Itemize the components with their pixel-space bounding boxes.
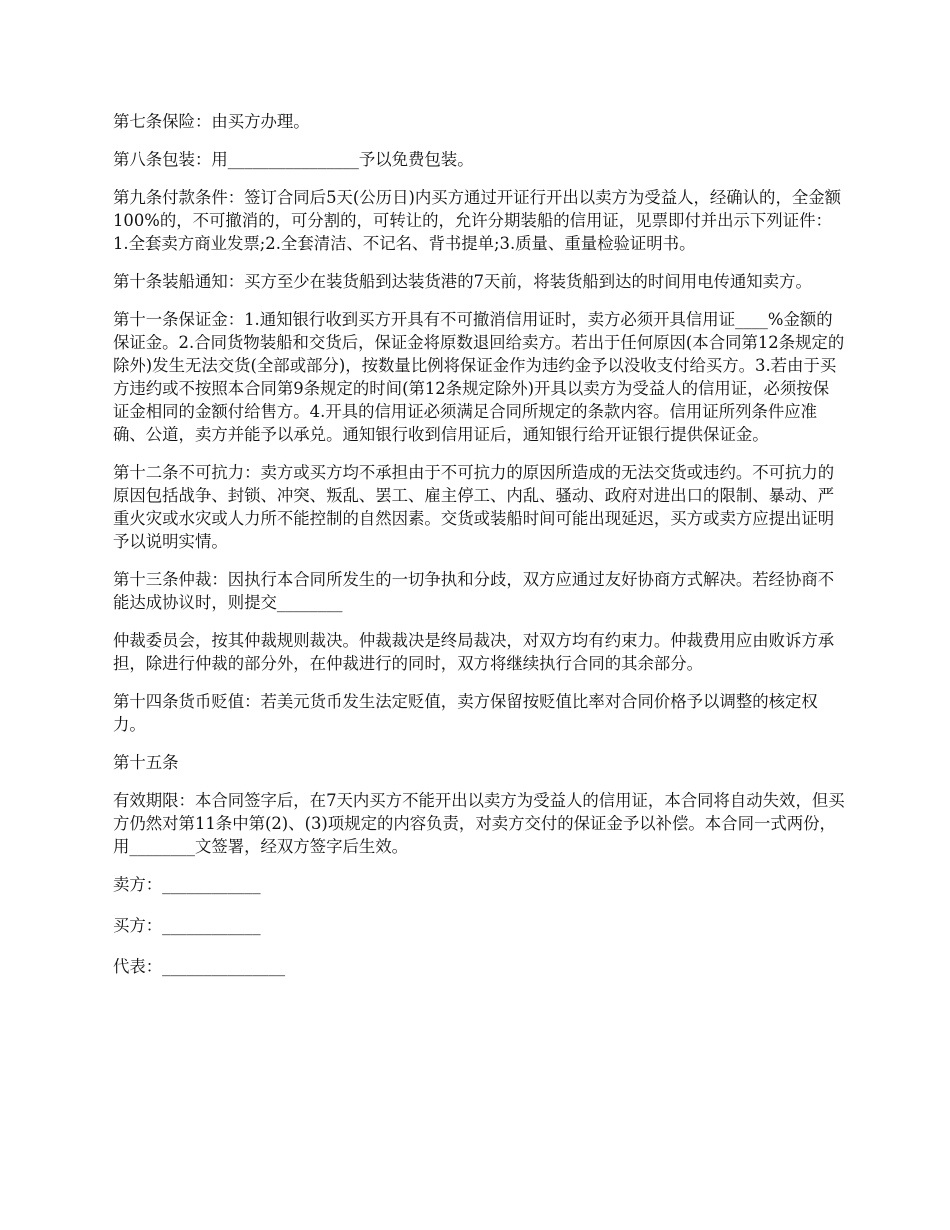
clause-13-arbitration-continued: 仲裁委员会，按其仲裁规则裁决。仲裁裁决是终局裁决，对双方均有约束力。仲裁费用应由败诉方承担，除进行仲裁的部分外，在仲裁进行的同时，双方将继续执行合同的其余部分。 (113, 631, 835, 673)
clause-9-payment-terms: 第九条付款条件：签订合同后5天(公历日)内买方通过开证行开出以卖方为受益人，经确认的，全金额100%的，不可撤消的，可分割的，可转让的，允许分期装船的信用证，见票即付并出示下列证件：1.全套卖方商业发票;2.全套清洁、不记名、背书提单;3.质量、重量检验证明书。 (113, 188, 842, 253)
document-page (113, 110, 845, 996)
representative-signature-line: 代表：_______________ (113, 957, 286, 976)
clause-13-arbitration: 第十三条仲裁：因执行本合同所发生的一切争执和分歧，双方应通过友好协商方式解决。若经协商不能达成协议时，则提交________ (113, 570, 835, 612)
clause-8-packing: 第八条包装：用________________予以免费包装。 (113, 150, 474, 169)
clause-14-currency-devaluation: 第十四条货币贬值：若美元货币发生法定贬值，卖方保留按贬值比率对合同价格予以调整的核定权力。 (113, 692, 818, 734)
seller-signature-line: 卖方：____________ (113, 875, 261, 894)
clause-12-force-majeure: 第十二条不可抗力：卖方或买方均不承担由于不可抗力的原因所造成的无法交货或违约。不可抗力的原因包括战争、封锁、冲突、叛乱、罢工、雇主停工、内乱、骚动、政府对进出口的限制、暴动、严重火灾或水灾或人力所不能控制的自然因素。交货或装船时间可能出现延迟，买方或卖方应提出证明予以说明实情。 (113, 463, 835, 551)
clause-11-deposit: 第十一条保证金：1.通知银行收到买方开具有不可撤消信用证时，卖方必须开具信用证____%金额的保证金。2.合同货物装船和交货后，保证金将原数退回给卖方。若出于任何原因(本合同第12条规定的除外)发生无法交货(全部或部分)，按数量比例将保证金作为违约金予以没收支付给买方。3.若由于买方违约或不按照本合同第9条规定的时间(第12条规定除外)开具以卖方为受益人的信用证，必须按保证金相同的金额付给售方。4.开具的信用证必须满足合同所规定的条款内容。信用证所列条件应准确、公道，卖方并能予以承兑。通知银行收到信用证后，通知银行给开证银行提供保证金。 (113, 310, 845, 444)
clause-7-insurance: 第七条保险：由买方办理。 (113, 112, 310, 131)
clause-15-heading: 第十五条 (113, 753, 179, 772)
clause-15-validity: 有效期限：本合同签字后，在7天内买方不能开出以卖方为受益人的信用证，本合同将自动失效，但买方仍然对第11条中第(2)、(3)项规定的内容负责，对卖方交付的保证金予以补偿。本合同一式两份，用________文签署，经双方签字后生效。 (113, 791, 845, 856)
buyer-signature-line: 买方：____________ (113, 916, 261, 935)
clause-10-shipping-notice: 第十条装船通知：买方至少在装货船到达装货港的7天前，将装货船到达的时间用电传通知卖方。 (113, 272, 812, 291)
